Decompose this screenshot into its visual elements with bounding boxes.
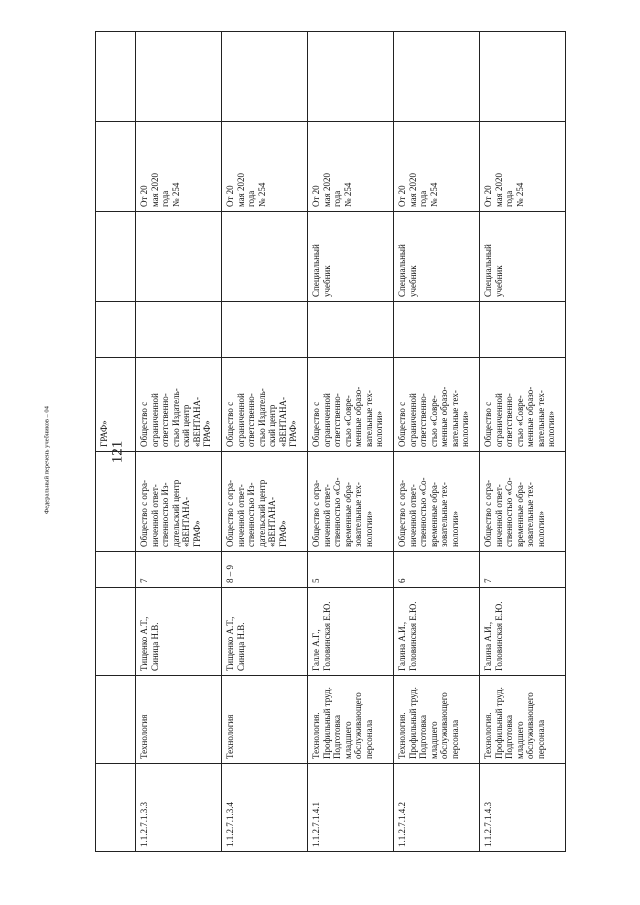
blank-cell bbox=[394, 302, 480, 358]
date-cell: От 20 мая 2020 года № 254 bbox=[394, 122, 480, 212]
table-cell bbox=[96, 32, 136, 122]
table-row bbox=[394, 32, 480, 852]
organization-cell: Общество с огра- ниченной ответ- ственностью «Со- временные обра- зовательные тех- нологии» bbox=[308, 452, 394, 552]
date-cell: От 20 мая 2020 года № 254 bbox=[222, 122, 308, 212]
table-cell bbox=[96, 552, 136, 588]
last-cell bbox=[480, 32, 566, 122]
grade-cell: 6 bbox=[394, 552, 480, 588]
last-cell bbox=[308, 32, 394, 122]
date-cell: От 20 мая 2020 года № 254 bbox=[308, 122, 394, 212]
publisher-cell: Общество с ограниченной ответственно- стью «Совре- менные образо- вательные тех- нологии» bbox=[308, 358, 394, 452]
name-cell: Технология. Профильный труд. Подготовка младшего обслуживающего персонала bbox=[480, 676, 566, 764]
publisher-cell: Общество с ограниченной ответственно- стью «Совре- менные образо- вательные тех- нологии» bbox=[394, 358, 480, 452]
date-cell: От 20 мая 2020 года № 254 bbox=[136, 122, 222, 212]
table-cell bbox=[96, 122, 136, 212]
name-cell: Технология bbox=[136, 676, 222, 764]
organization-cell: Общество с огра- ниченной ответ- ственностью «Со- временные обра- зовательные тех- нологии» bbox=[480, 452, 566, 552]
table-row bbox=[222, 32, 308, 852]
table-row-continuation bbox=[96, 32, 136, 852]
authors-cell: Тищенко А.Т., Синица Н.В. bbox=[222, 588, 308, 676]
date-cell: От 20 мая 2020 года № 254 bbox=[480, 122, 566, 212]
publisher-cell: Общество с ограниченной ответственно- стью «Совре- менные образо- вательные тех- нологии» bbox=[480, 358, 566, 452]
organization-cell: Общество с огра- ниченной ответ- ственностью Из- дательский центр «ВЕНТАНА- ГРАФ» bbox=[136, 452, 222, 552]
blank-cell bbox=[136, 302, 222, 358]
table-cell bbox=[96, 764, 136, 852]
table-body bbox=[96, 32, 566, 852]
table-cell bbox=[96, 588, 136, 676]
special-cell bbox=[136, 212, 222, 302]
table-row bbox=[480, 32, 566, 852]
special-cell: Специальный учебник bbox=[308, 212, 394, 302]
grade-cell: 7 bbox=[136, 552, 222, 588]
authors-cell: Галле А.Г., Головинская Е.Ю. bbox=[308, 588, 394, 676]
name-cell: Технология. Профильный труд. Подготовка младшего обслуживающего персонала bbox=[394, 676, 480, 764]
page-number: 121 bbox=[109, 440, 126, 464]
table-cell bbox=[96, 452, 136, 552]
code-cell: 1.1.2.7.1.3.4 bbox=[222, 764, 308, 852]
table-cell bbox=[96, 302, 136, 358]
special-cell: Специальный учебник bbox=[394, 212, 480, 302]
authors-cell: Галина А.И., Головинская Е.Ю. bbox=[480, 588, 566, 676]
code-cell: 1.1.2.7.1.4.3 bbox=[480, 764, 566, 852]
last-cell bbox=[222, 32, 308, 122]
organization-cell: Общество с огра- ниченной ответ- ственностью Из- дательский центр «ВЕНТАНА- ГРАФ» bbox=[222, 452, 308, 552]
special-cell: Специальный учебник bbox=[480, 212, 566, 302]
last-cell bbox=[394, 32, 480, 122]
table-row bbox=[308, 32, 394, 852]
table-row bbox=[136, 32, 222, 852]
organization-cell: Общество с огра- ниченной ответ- ственностью «Со- временные обра- зовательные тех- нологии» bbox=[394, 452, 480, 552]
authors-cell: Галина А.И., Головинская Е.Ю. bbox=[394, 588, 480, 676]
code-cell: 1.1.2.7.1.4.1 bbox=[308, 764, 394, 852]
page-footer: Федеральный перечень учебников – 04 bbox=[43, 406, 51, 514]
authors-cell: Тищенко А.Т., Синица Н.В. bbox=[136, 588, 222, 676]
code-cell: 1.1.2.7.1.4.2 bbox=[394, 764, 480, 852]
blank-cell bbox=[222, 302, 308, 358]
name-cell: Технология bbox=[222, 676, 308, 764]
table-cell bbox=[96, 212, 136, 302]
last-cell bbox=[136, 32, 222, 122]
blank-cell bbox=[480, 302, 566, 358]
grade-cell: 5 bbox=[308, 552, 394, 588]
name-cell: Технология. Профильный труд. Подготовка младшего обслуживающего персонала bbox=[308, 676, 394, 764]
grade-cell: 8 – 9 bbox=[222, 552, 308, 588]
rotated-table-container bbox=[95, 32, 565, 852]
publisher-cell: Общество с ограниченной ответственно- стью Издатель- ский центр «ВЕНТАНА- ГРАФ» bbox=[222, 358, 308, 452]
table-cell bbox=[96, 676, 136, 764]
blank-cell bbox=[308, 302, 394, 358]
special-cell bbox=[222, 212, 308, 302]
publisher-cell: Общество с ограниченной ответственно- стью Издатель- ский центр «ВЕНТАНА- ГРАФ» bbox=[136, 358, 222, 452]
textbook-list-table bbox=[95, 31, 566, 852]
publisher-cell: ГРАФ» bbox=[96, 358, 136, 452]
grade-cell: 7 bbox=[480, 552, 566, 588]
code-cell: 1.1.2.7.1.3.3 bbox=[136, 764, 222, 852]
